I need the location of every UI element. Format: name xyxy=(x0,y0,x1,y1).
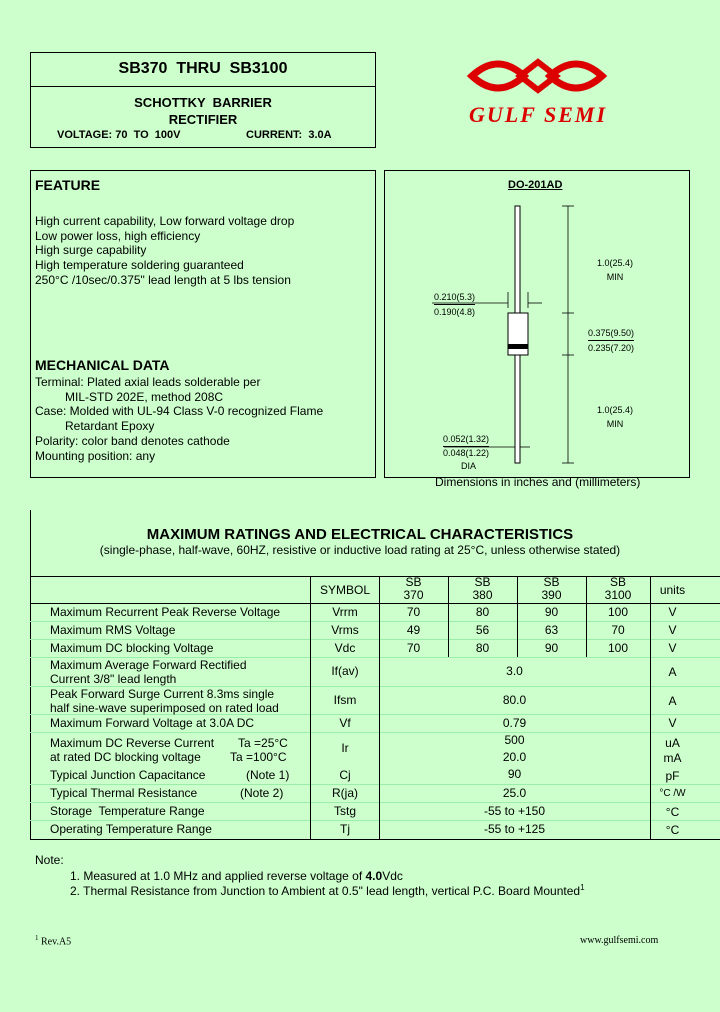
body-length xyxy=(588,326,634,355)
revision-text: Rev.A5 xyxy=(41,936,72,948)
cond-ir-25c: Ta =25°C xyxy=(238,736,288,750)
mechanical-line: Retardant Epoxy xyxy=(65,419,155,434)
symbol-rja: R(ja) xyxy=(332,786,358,800)
dimension-caption: Dimensions in inches and (millimeters) xyxy=(435,475,641,489)
param-ifav xyxy=(50,658,247,686)
param-tstg: Storage Temperature Range xyxy=(50,804,205,818)
table-header-line xyxy=(30,603,720,604)
unit-vrrm: V xyxy=(668,605,677,619)
header-units: units xyxy=(659,583,686,597)
unit-vrms: V xyxy=(668,623,677,637)
symbol-ir: Ir xyxy=(341,741,349,755)
param-vf: Maximum Forward Voltage at 3.0A DC xyxy=(50,716,255,730)
ratings-subtitle: (single-phase, half-wave, 60HZ, resistive or inductive load rating at 25°C, unless otherwise stated) xyxy=(99,543,621,557)
mechanical-heading: MECHANICAL DATA xyxy=(35,357,170,373)
header-sb3100 xyxy=(586,576,650,602)
unit-rja: °C /W xyxy=(659,788,686,799)
row-divider xyxy=(30,621,720,622)
header-sb370-number: 370 xyxy=(403,588,424,602)
param-ifsm-line1: Peak Forward Surge Current 8.3ms single xyxy=(50,687,275,701)
unit-tstg: °C xyxy=(665,805,680,819)
unit-ir-ua: uA xyxy=(665,736,680,750)
note-cj: (Note 1) xyxy=(246,768,290,782)
lead-diameter-min: 0.048(1.22) xyxy=(443,448,490,458)
symbol-tj: Tj xyxy=(340,822,350,836)
value-cj: 90 xyxy=(507,767,522,781)
feature-item: High current capability, Low forward voltage drop xyxy=(35,214,295,228)
header-sb390 xyxy=(517,576,586,602)
header-sb380 xyxy=(448,576,517,602)
note-2-text: 2. Thermal Resistance from Junction to Ambient at 0.5" lead length, vertical P.C. Board Mounted xyxy=(70,884,581,898)
lead-bottom-length-value: 1.0(25.4) xyxy=(596,405,634,415)
value-ifav: 3.0 xyxy=(506,664,523,678)
value-ir-100c: 20.0 xyxy=(502,750,527,764)
unit-cj: pF xyxy=(665,769,680,783)
lead-top-length-value: 1.0(25.4) xyxy=(596,258,634,268)
symbol-vf: Vf xyxy=(339,716,351,730)
package-name: DO-201AD xyxy=(508,179,563,191)
param-ifsm xyxy=(50,687,279,715)
website-url[interactable]: www.gulfsemi.com xyxy=(580,935,659,946)
note-1-unit: Vdc xyxy=(382,869,403,883)
voltage-rating: VOLTAGE: 70 TO 100V xyxy=(57,129,181,141)
value-vrrm-380: 80 xyxy=(475,605,490,619)
unit-ifav: A xyxy=(668,665,677,679)
body-diameter-min: 0.190(4.8) xyxy=(434,307,476,317)
header-sb3100-prefix: SB xyxy=(609,575,626,589)
header-sb380-number: 380 xyxy=(472,588,493,602)
param-cj: Typical Junction Capacitance xyxy=(50,768,206,782)
row-divider xyxy=(30,820,720,821)
lead-diameter-label: DIA xyxy=(461,461,477,471)
row-divider xyxy=(30,784,720,785)
mechanical-list xyxy=(35,375,323,463)
param-ifav-line1: Maximum Average Forward Rectified xyxy=(50,658,247,672)
symbol-vrms: Vrms xyxy=(331,623,359,637)
value-vrms-370: 49 xyxy=(406,623,421,637)
note-1 xyxy=(70,869,403,883)
value-vdc-370: 70 xyxy=(406,641,421,655)
feature-item: 250°C /10sec/0.375" lead length at 5 lbs tension xyxy=(35,272,291,287)
param-vrrm: Maximum Recurrent Peak Reverse Voltage xyxy=(50,605,281,619)
row-divider xyxy=(30,639,720,640)
param-vrms: Maximum RMS Voltage xyxy=(50,623,176,637)
unit-vf: V xyxy=(668,716,677,730)
lead-diameter xyxy=(443,433,489,473)
header-symbol: SYMBOL xyxy=(319,583,370,597)
value-vdc-380: 80 xyxy=(475,641,490,655)
cond-ir xyxy=(230,736,288,764)
value-rja: 25.0 xyxy=(502,786,527,800)
note-2 xyxy=(70,883,585,898)
value-ir-25c: 500 xyxy=(504,733,525,747)
value-vrms-3100: 70 xyxy=(611,623,625,637)
device-type-line1: SCHOTTKY BARRIER xyxy=(134,95,272,110)
package-outline-drawing xyxy=(384,170,690,478)
unit-ir-ma: mA xyxy=(663,751,682,765)
device-type-line2: RECTIFIER xyxy=(168,112,238,127)
current-rating: CURRENT: 3.0A xyxy=(246,129,332,141)
body-diameter xyxy=(434,290,475,319)
ratings-left-border xyxy=(30,510,31,840)
unit-tj: °C xyxy=(665,823,680,837)
lead-top-length xyxy=(590,256,640,284)
cond-ir-100c: Ta =100°C xyxy=(230,750,287,764)
symbol-vrrm: Vrrm xyxy=(332,605,358,619)
value-vdc-3100: 100 xyxy=(607,641,629,655)
param-vdc: Maximum DC blocking Voltage xyxy=(50,641,214,655)
feature-item: Low power loss, high efficiency xyxy=(35,228,201,243)
param-ifav-line2: Current 3/8" lead length xyxy=(50,672,177,686)
mechanical-line: Case: Molded with UL-94 Class V-0 recognized Flame xyxy=(35,404,324,419)
lead-diameter-max: 0.052(1.32) xyxy=(443,433,489,447)
symbol-tstg: Tstg xyxy=(333,804,356,818)
header-sb370 xyxy=(379,576,448,602)
value-vrrm-390: 90 xyxy=(544,605,559,619)
mechanical-line: MIL-STD 202E, method 208C xyxy=(65,389,224,404)
param-tj: Operating Temperature Range xyxy=(50,822,212,836)
value-vrrm-370: 70 xyxy=(406,605,421,619)
value-ifsm: 80.0 xyxy=(502,693,527,707)
param-ir-line2: at rated DC blocking voltage xyxy=(50,750,201,764)
header-sb380-prefix: SB xyxy=(474,575,491,589)
mechanical-line: Mounting position: any xyxy=(35,448,156,463)
note-1-text: 1. Measured at 1.0 MHz and applied reverse voltage of xyxy=(70,869,366,883)
symbol-vdc: Vdc xyxy=(334,641,356,655)
lead-top-length-min: MIN xyxy=(606,272,624,282)
header-sb3100-number: 3100 xyxy=(604,588,632,602)
note-2-superscript: 1 xyxy=(580,883,585,892)
param-ifsm-line2: half sine-wave superimposed on rated load xyxy=(50,701,279,715)
value-tstg: -55 to +150 xyxy=(483,804,546,818)
symbol-ifsm: Ifsm xyxy=(333,693,357,707)
value-vrms-380: 56 xyxy=(475,623,490,637)
part-number-title: SB370 THRU SB3100 xyxy=(118,60,288,77)
header-divider xyxy=(30,86,376,87)
unit-ifsm: A xyxy=(668,694,677,708)
note-1-voltage: 4.0 xyxy=(365,869,383,883)
feature-item: High temperature soldering guaranteed xyxy=(35,258,244,273)
row-divider xyxy=(30,802,720,803)
header-sb390-prefix: SB xyxy=(543,575,560,589)
mechanical-line: Polarity: color band denotes cathode xyxy=(35,433,230,448)
lead-bottom-length-min: MIN xyxy=(606,419,624,429)
value-tj: -55 to +125 xyxy=(483,822,546,836)
param-ir-line1: Maximum DC Reverse Current xyxy=(50,736,215,750)
revision-superscript: 1 xyxy=(35,934,39,942)
header-sb390-number: 390 xyxy=(541,588,562,602)
header-sb370-prefix: SB xyxy=(405,575,422,589)
param-ir xyxy=(50,736,214,764)
symbol-ifav: If(av) xyxy=(331,664,359,678)
value-vf: 0.79 xyxy=(502,716,527,730)
ratings-title: MAXIMUM RATINGS AND ELECTRICAL CHARACTERISTICS xyxy=(146,526,574,543)
gulf-semi-logo xyxy=(458,50,618,130)
revision xyxy=(35,934,71,947)
body-length-min: 0.235(7.20) xyxy=(588,343,635,353)
logo-text: GULF SEMI xyxy=(468,102,608,127)
mechanical-line: Terminal: Plated axial leads solderable per xyxy=(35,375,261,389)
param-rja: Typical Thermal Resistance xyxy=(50,786,198,800)
note-rja: (Note 2) xyxy=(240,786,284,800)
lead-bottom-length xyxy=(590,403,640,431)
table-bottom-line xyxy=(30,839,720,840)
symbol-cj: Cj xyxy=(339,768,351,782)
feature-heading: FEATURE xyxy=(35,177,101,193)
body-diameter-max: 0.210(5.3) xyxy=(434,290,475,305)
notes-heading: Note: xyxy=(35,853,64,867)
unit-vdc: V xyxy=(668,641,677,655)
feature-item: High surge capability xyxy=(35,243,147,258)
feature-list xyxy=(35,214,294,288)
value-vrms-390: 63 xyxy=(544,623,559,637)
value-vdc-390: 90 xyxy=(544,641,559,655)
body-length-max: 0.375(9.50) xyxy=(588,326,634,341)
value-vrrm-3100: 100 xyxy=(607,605,629,619)
